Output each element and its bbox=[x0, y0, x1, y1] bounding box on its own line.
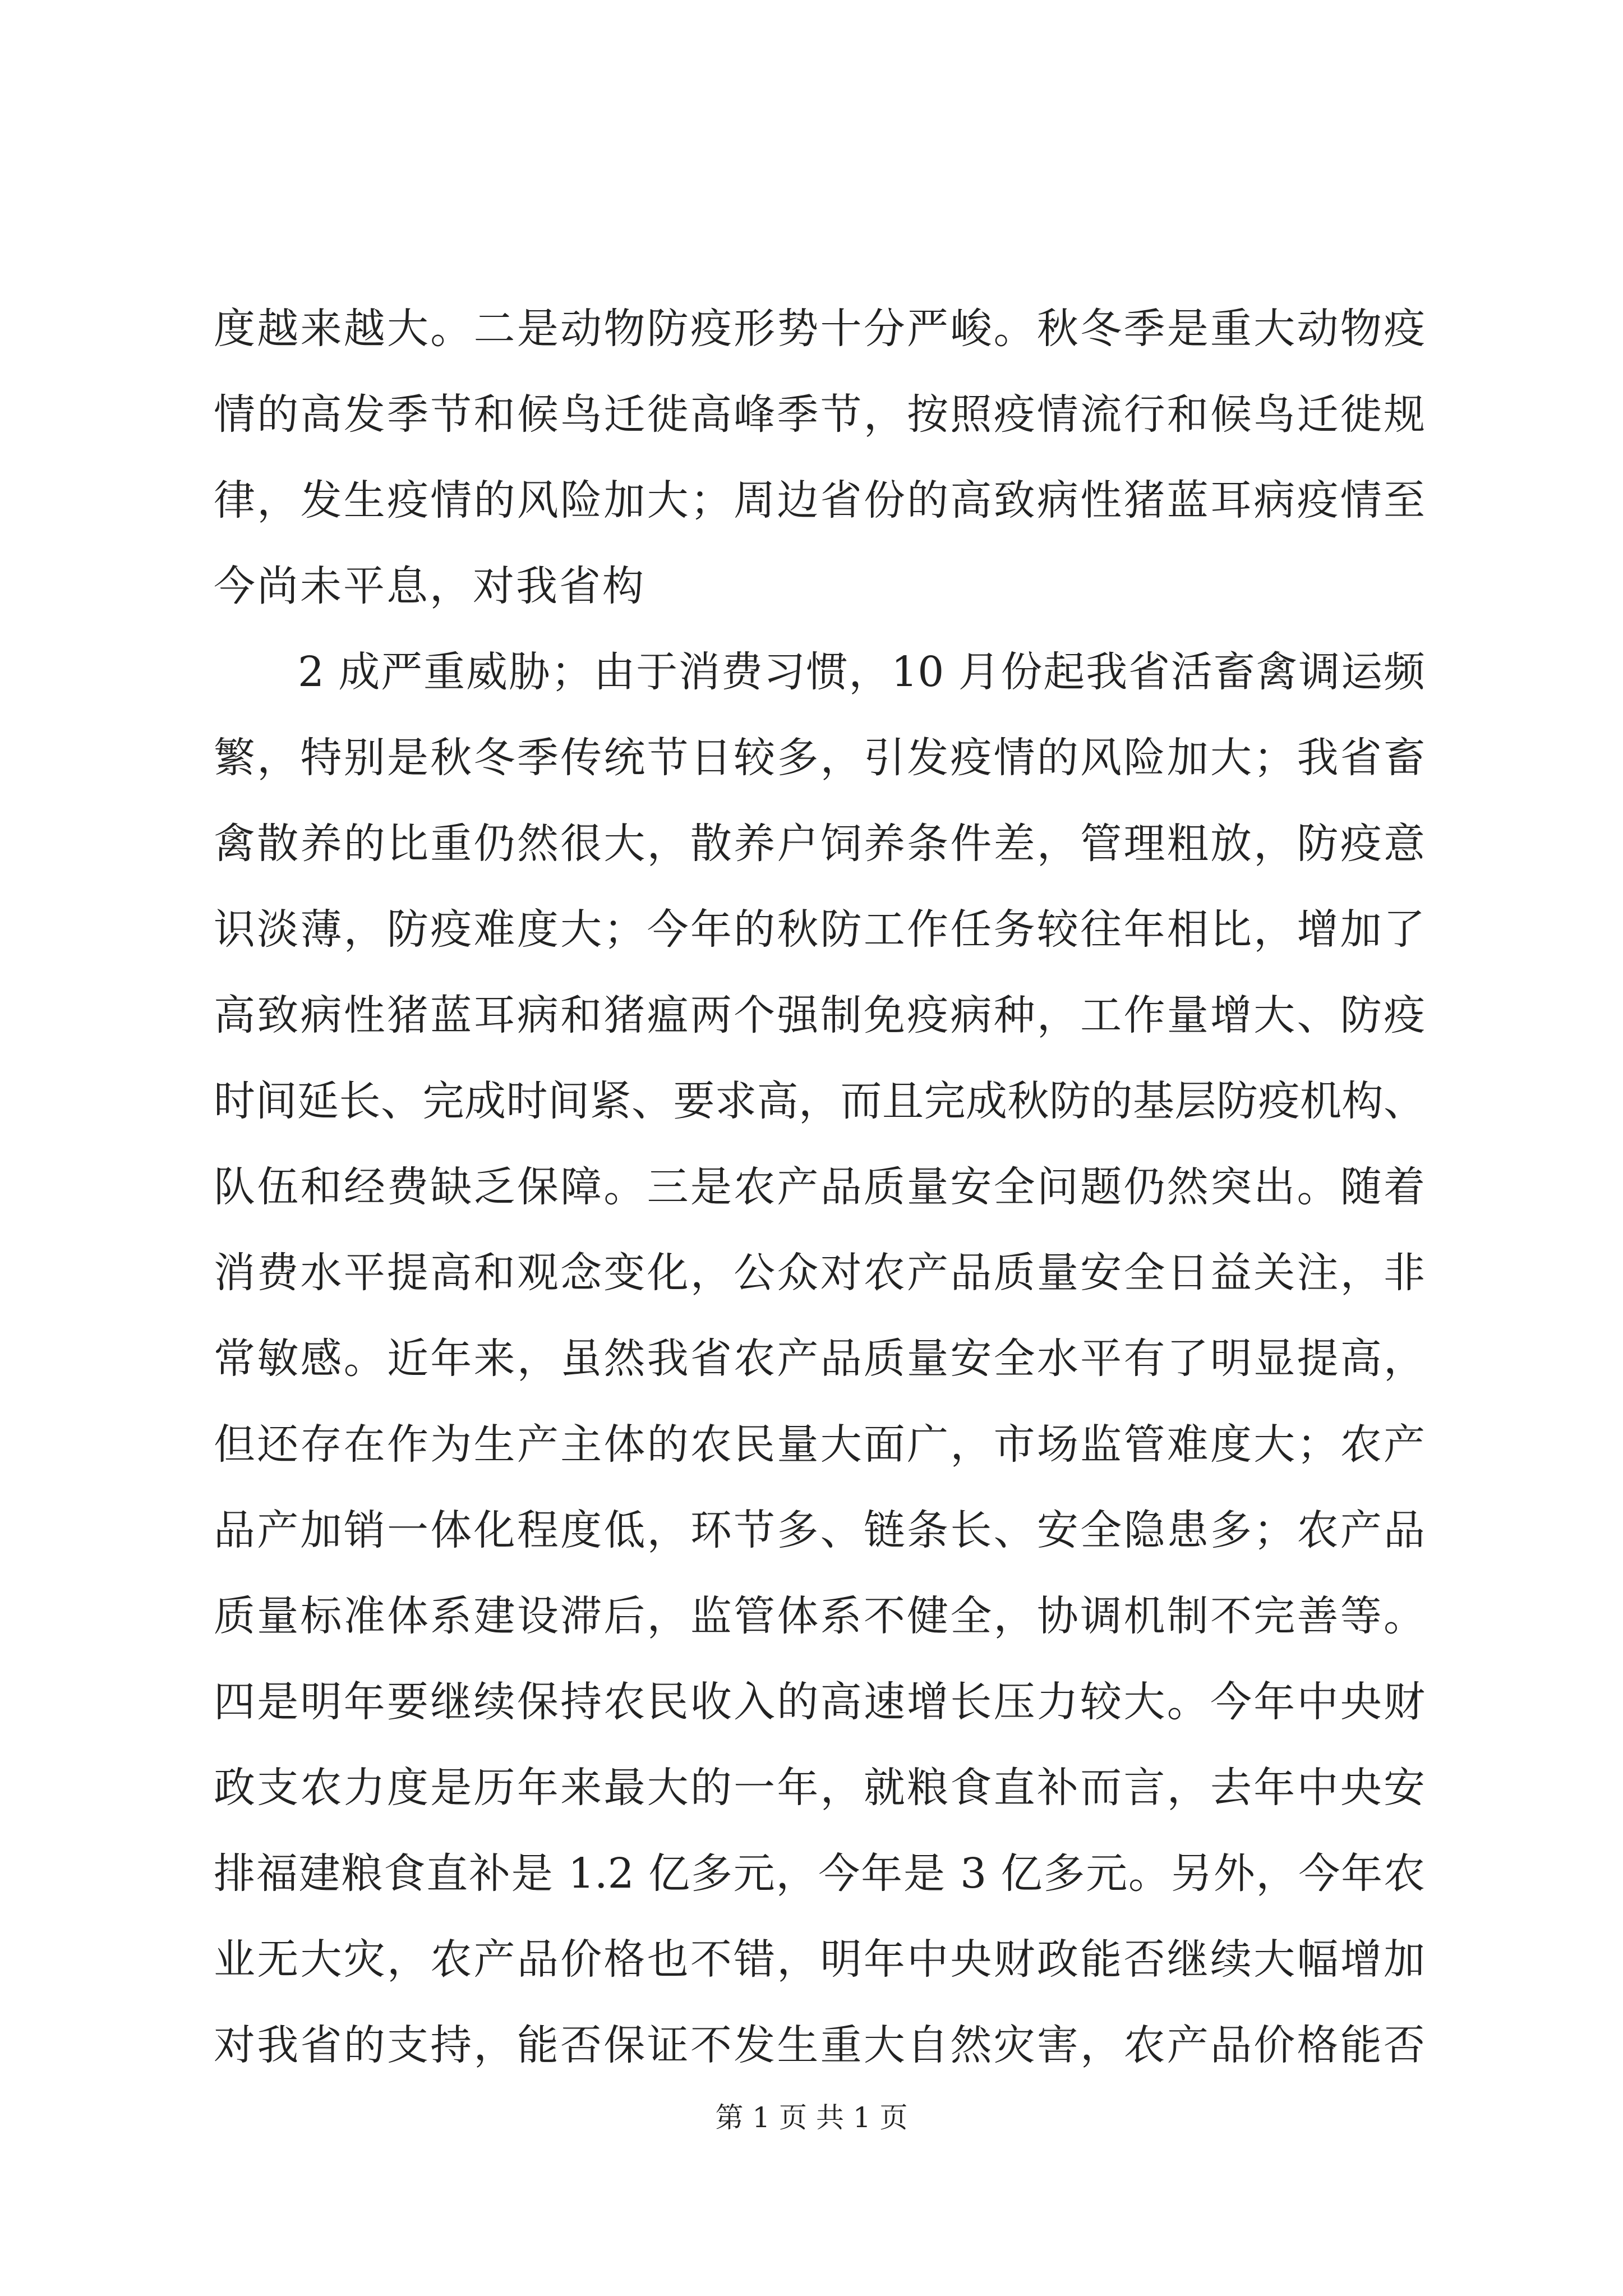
page-footer: 第 1 页 共 1 页 bbox=[715, 2101, 908, 2134]
text-line: 识淡薄，防疫难度大；今年的秋防工作任务较往年相比，增加了 bbox=[214, 905, 1425, 954]
text-line: 高致病性猪蓝耳病和猪瘟两个强制免疫病种，工作量增大、防疫 bbox=[214, 991, 1425, 1039]
text-line: 业无大灾，农产品价格也不错，明年中央财政能否继续大幅增加 bbox=[214, 1935, 1425, 1984]
text-line: 品产加销一体化程度低，环节多、链条长、安全隐患多；农产品 bbox=[214, 1506, 1425, 1554]
text-line: 队伍和经费缺乏保障。三是农产品质量安全问题仍然突出。随着 bbox=[214, 1163, 1425, 1211]
text-line: 质量标准体系建设滞后，监管体系不健全，协调机制不完善等。 bbox=[214, 1592, 1425, 1640]
text-line: 2 成严重威胁；由于消费习惯，10 月份起我省活畜禽调运频 bbox=[298, 648, 1425, 696]
text-line: 情的高发季节和候鸟迁徙高峰季节，按照疫情流行和候鸟迁徙规 bbox=[214, 390, 1425, 439]
document-body bbox=[214, 286, 1425, 2088]
text-line: 律，发生疫情的风险加大；周边省份的高致病性猪蓝耳病疫情至 bbox=[214, 476, 1425, 524]
text-line: 政支农力度是历年来最大的一年，就粮食直补而言，去年中央安 bbox=[214, 1764, 1425, 1812]
paragraph-1 bbox=[214, 286, 1425, 629]
text-line: 繁，特别是秋冬季传统节日较多，引发疫情的风险加大；我省畜 bbox=[214, 734, 1425, 782]
text-line: 今尚未平息，对我省构 bbox=[214, 562, 645, 610]
text-line: 但还存在作为生产主体的农民量大面广，市场监管难度大；农产 bbox=[214, 1420, 1425, 1469]
paragraph-2 bbox=[214, 629, 1425, 2088]
text-line: 排福建粮食直补是 1.2 亿多元，今年是 3 亿多元。另外，今年农 bbox=[214, 1849, 1425, 1898]
text-line: 消费水平提高和观念变化，公众对农产品质量安全日益关注，非 bbox=[214, 1249, 1425, 1297]
text-line: 度越来越大。二是动物防疫形势十分严峻。秋冬季是重大动物疫 bbox=[214, 305, 1425, 353]
text-line: 对我省的支持，能否保证不发生重大自然灾害，农产品价格能否 bbox=[214, 2021, 1425, 2069]
text-line: 禽散养的比重仍然很大，散养户饲养条件差，管理粗放，防疫意 bbox=[214, 820, 1425, 868]
text-line: 常敏感。近年来，虽然我省农产品质量安全水平有了明显提高， bbox=[214, 1335, 1425, 1383]
text-line: 四是明年要继续保持农民收入的高速增长压力较大。今年中央财 bbox=[214, 1678, 1425, 1726]
text-line: 时间延长、完成时间紧、要求高，而且完成秋防的基层防疫机构、 bbox=[214, 1077, 1425, 1125]
